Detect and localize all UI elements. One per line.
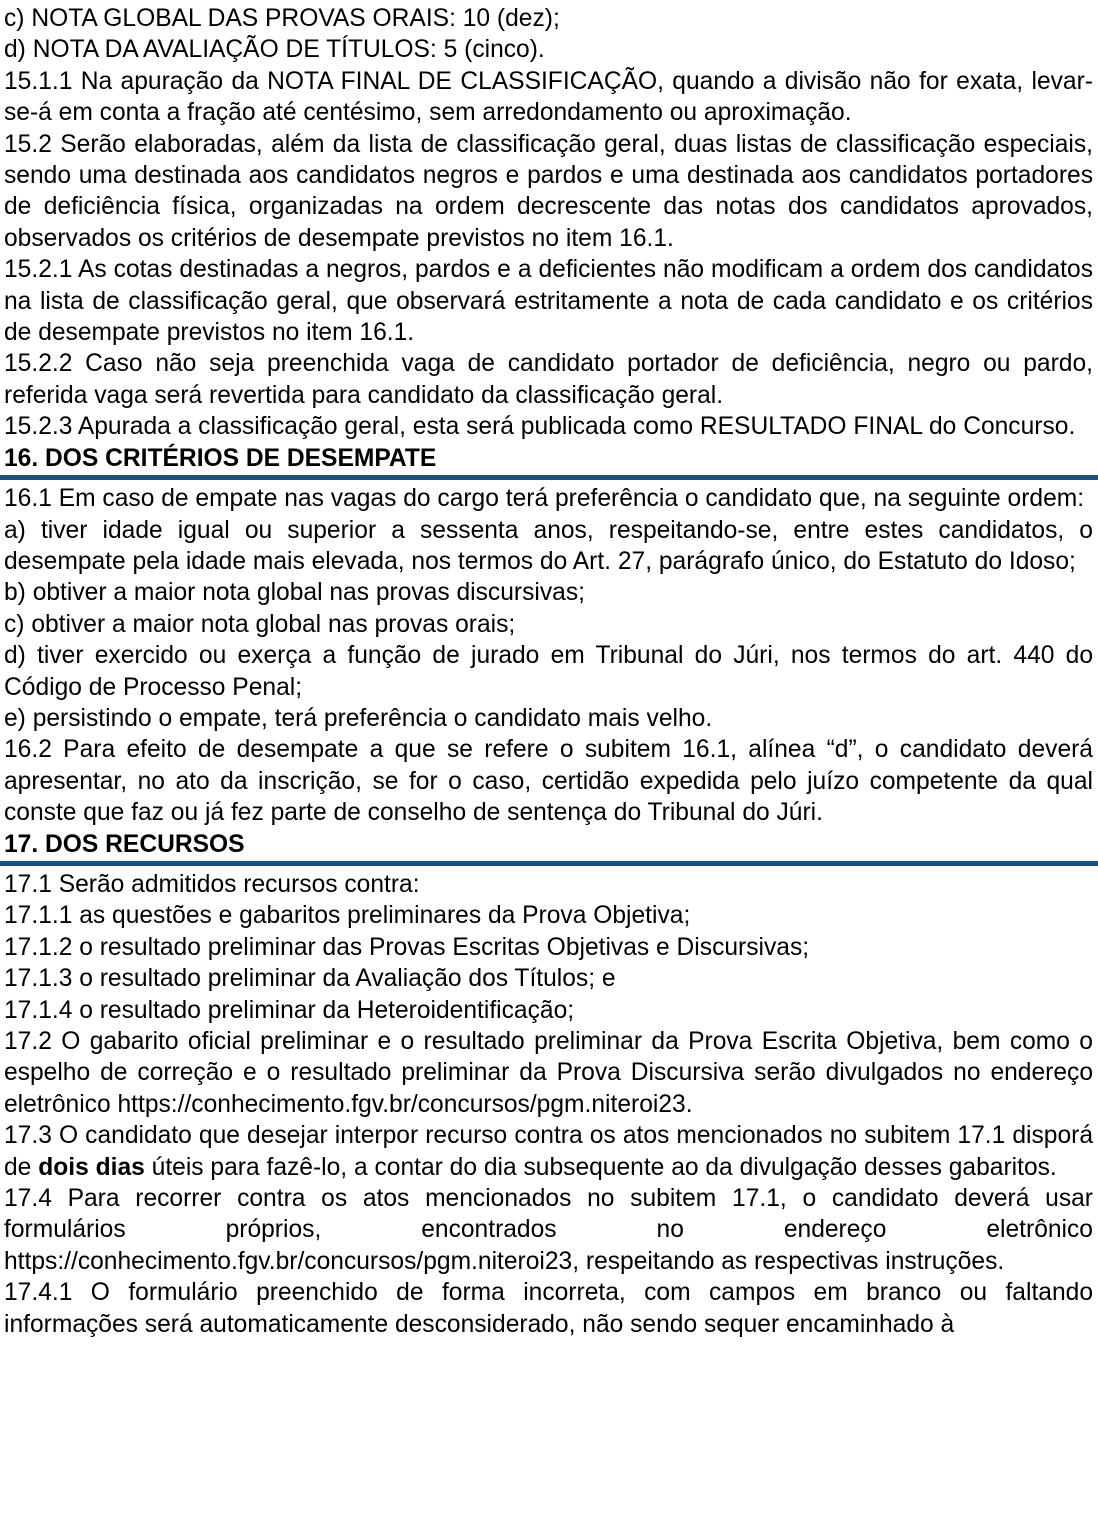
paragraph-17-3-text-end: úteis para fazê-lo, a contar do dia subsequente ao da divulgação desses gabaritos. — [144, 1153, 1057, 1181]
paragraph-17-3-text-start: 17.3 O candidato que desejar interpor recurso contra os atos mencionados no subitem 17.1 disporá de — [4, 1122, 1093, 1181]
paragraph-17-1-3: 17.1.3 o resultado preliminar da Avaliação dos Títulos; e — [4, 965, 616, 993]
paragraph-17-3 — [4, 1120, 1093, 1183]
paragraph-16-1-a: a) tiver idade igual ou superior a sessenta anos, respeitando-se, entre estes candidatos, o desempate pela idade mais elevada, nos termos do Art. 27, parágrafo único, do Estatuto do Idoso; — [4, 516, 1093, 575]
paragraph-16-2: 16.2 Para efeito de desempate a que se refere o subitem 16.1, alínea “d”, o candidato deverá apresentar, no ato da inscrição, se for o caso, certidão expedida pelo juízo competente da qual conste que faz ou já fez parte de conselho de sentença do Tribunal do Júri. — [4, 736, 1093, 827]
paragraph-17-1-4: 17.1.4 o resultado preliminar da Heteroidentificação; — [4, 996, 575, 1024]
paragraph-17-4-1: 17.4.1 O formulário preenchido de forma incorreta, com campos em branco ou faltando informações será automaticamente desconsiderado, não sendo sequer encaminhado à — [4, 1279, 1093, 1338]
paragraph-item-d: d) NOTA DA AVALIAÇÃO DE TÍTULOS: 5 (cinco). — [4, 36, 545, 64]
paragraph-17-1-2: 17.1.2 o resultado preliminar das Provas Escritas Objetivas e Discursivas; — [4, 933, 810, 961]
paragraph-17-1-1: 17.1.1 as questões e gabaritos preliminares da Prova Objetiva; — [4, 902, 691, 930]
paragraph-15-2: 15.2 Serão elaboradas, além da lista de classificação geral, duas listas de classificação especiais, sendo uma destinada aos candidatos negros e pardos e uma destinada aos candidatos portadores de deficiência física, organizadas na ordem decrescente das notas dos candidatos aprovados, observados os critérios de desempate previstos no item 16.1. — [4, 130, 1093, 252]
paragraph-16-1-c: c) obtiver a maior nota global nas provas orais; — [4, 610, 516, 638]
section-16-divider — [0, 475, 1098, 480]
paragraph-15-2-3: 15.2.3 Apurada a classificação geral, esta será publicada como RESULTADO FINAL do Concurso. — [4, 413, 1076, 441]
paragraph-17-2: 17.2 O gabarito oficial preliminar e o resultado preliminar da Prova Escrita Objetiva, bem como o espelho de correção e o resultado preliminar da Prova Discursiva serão divulgados no endereço eletrônico https://conhecimento.fgv.br/concursos/pgm.niteroi23. — [4, 1028, 1093, 1118]
section-16-heading: 16. DOS CRITÉRIOS DE DESEMPATE — [4, 444, 437, 472]
paragraph-15-2-2: 15.2.2 Caso não seja preenchida vaga de candidato portador de deficiência, negro ou pardo, referida vaga será revertida para candidato da classificação geral. — [4, 350, 1093, 409]
paragraph-17-3-bold-term: dois dias — [38, 1153, 145, 1181]
paragraph-15-1-1: 15.1.1 Na apuração da NOTA FINAL DE CLASSIFICAÇÃO, quando a divisão não for exata, levar-se-á em conta a fração até centésimo, sem arredondamento ou aproximação. — [4, 67, 1093, 127]
paragraph-16-1-b: b) obtiver a maior nota global nas provas discursivas; — [4, 579, 585, 607]
paragraph-item-c: c) NOTA GLOBAL DAS PROVAS ORAIS: 10 (dez); — [4, 5, 560, 32]
paragraph-17-1: 17.1 Serão admitidos recursos contra: — [4, 870, 420, 898]
paragraph-17-4: 17.4 Para recorrer contra os atos mencionados no subitem 17.1, o candidato deverá usar formulários próprios, encontrados no endereço eletrônico https://conhecimento.fgv.br/concursos/pgm.niteroi23, respeitando as respectivas instruções. — [4, 1185, 1093, 1275]
section-17-heading: 17. DOS RECURSOS — [4, 830, 245, 858]
section-17-divider — [0, 861, 1098, 866]
paragraph-15-2-1: 15.2.1 As cotas destinadas a negros, pardos e a deficientes não modificam a ordem dos candidatos na lista de classificação geral, que observará estritamente a nota de cada candidato e os critérios de desempate previstos no item 16.1. — [4, 256, 1093, 347]
paragraph-16-1: 16.1 Em caso de empate nas vagas do cargo terá preferência o candidato que, na seguinte ordem: — [4, 485, 1085, 513]
paragraph-16-1-e: e) persistindo o empate, terá preferência o candidato mais velho. — [4, 704, 713, 732]
paragraph-16-1-d: d) tiver exercido ou exerça a função de jurado em Tribunal do Júri, nos termos do art. 440 do Código de Processo Penal; — [4, 642, 1093, 701]
